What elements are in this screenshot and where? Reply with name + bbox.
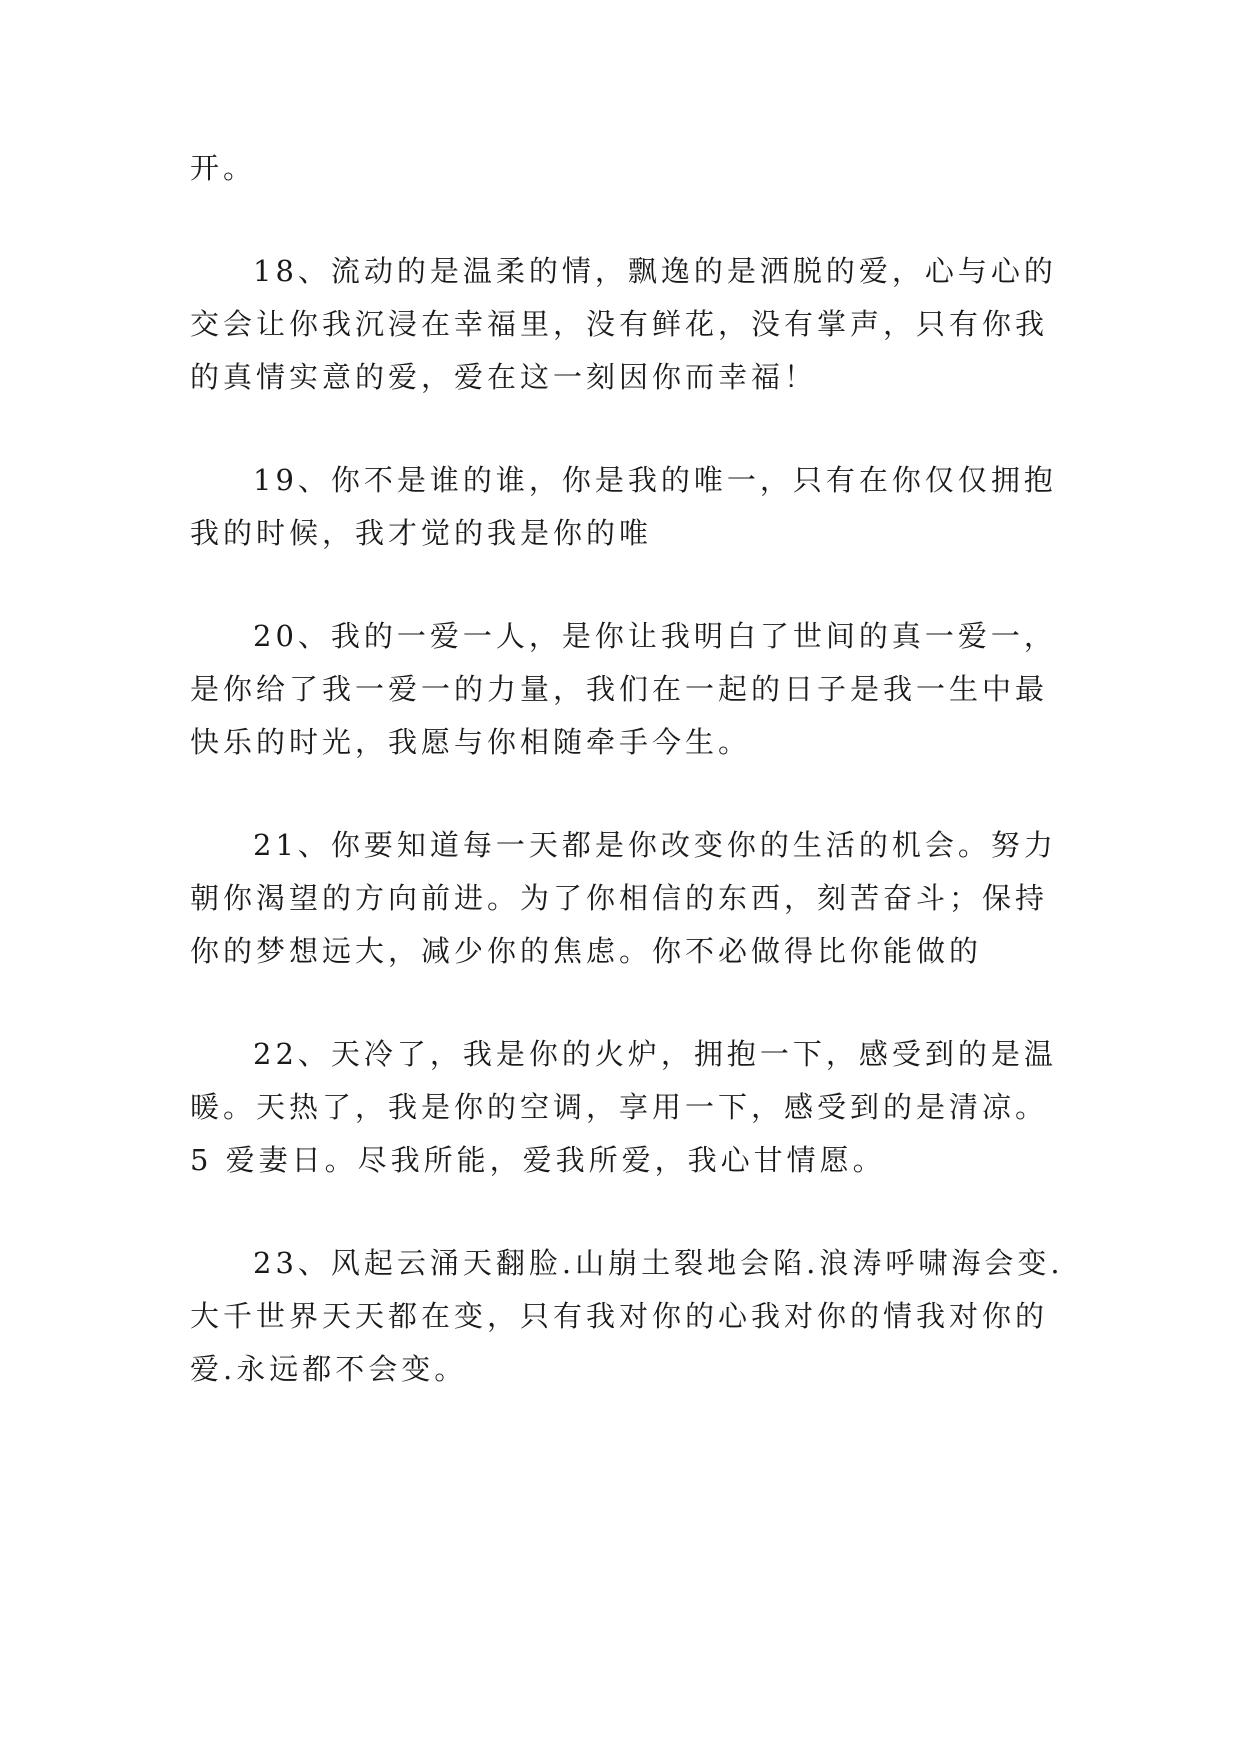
paragraph-line: 22、天冷了，我是你的火炉，拥抱一下，感受到的是温	[253, 1037, 1057, 1071]
paragraph-line: 23、风起云涌天翻脸.山崩土裂地会陷.浪涛呼啸海会变.	[253, 1246, 1064, 1280]
paragraph-line: 大千世界天天都在变，只有我对你的心我对你的情我对你的	[190, 1299, 1049, 1333]
paragraph-line: 5 爱妻日。尽我所能，爱我所爱，我心甘情愿。	[190, 1143, 886, 1177]
paragraph-line: 暖。天热了，我是你的空调，享用一下，感受到的是清凉。	[190, 1090, 1049, 1124]
paragraph-line: 20、我的一爱一人，是你让我明白了世间的真一爱一，	[253, 619, 1057, 653]
paragraph-line: 交会让你我沉浸在幸福里，没有鲜花，没有掌声，只有你我	[190, 307, 1049, 341]
paragraph-line: 18、流动的是温柔的情，飘逸的是洒脱的爱，心与心的	[253, 254, 1057, 288]
paragraph-line: 21、你要知道每一天都是你改变你的生活的机会。努力	[253, 828, 1057, 862]
paragraph-line: 快乐的时光，我愿与你相随牵手今生。	[190, 725, 752, 759]
paragraph-line: 的真情实意的爱，爱在这一刻因你而幸福！	[190, 360, 818, 394]
paragraph-line: 我的时候，我才觉的我是你的唯	[190, 516, 653, 550]
paragraph-line: 朝你渴望的方向前进。为了你相信的东西，刻苦奋斗；保持	[190, 881, 1049, 915]
paragraph-line: 是你给了我一爱一的力量，我们在一起的日子是我一生中最	[190, 672, 1049, 706]
paragraph-line: 你的梦想远大，减少你的焦虑。你不必做得比你能做的	[190, 934, 983, 968]
paragraph-line: 爱.永远都不会变。	[190, 1352, 468, 1386]
paragraph-line: 开。	[190, 151, 257, 185]
paragraph-line: 19、你不是谁的谁，你是我的唯一，只有在你仅仅拥抱	[253, 463, 1057, 497]
